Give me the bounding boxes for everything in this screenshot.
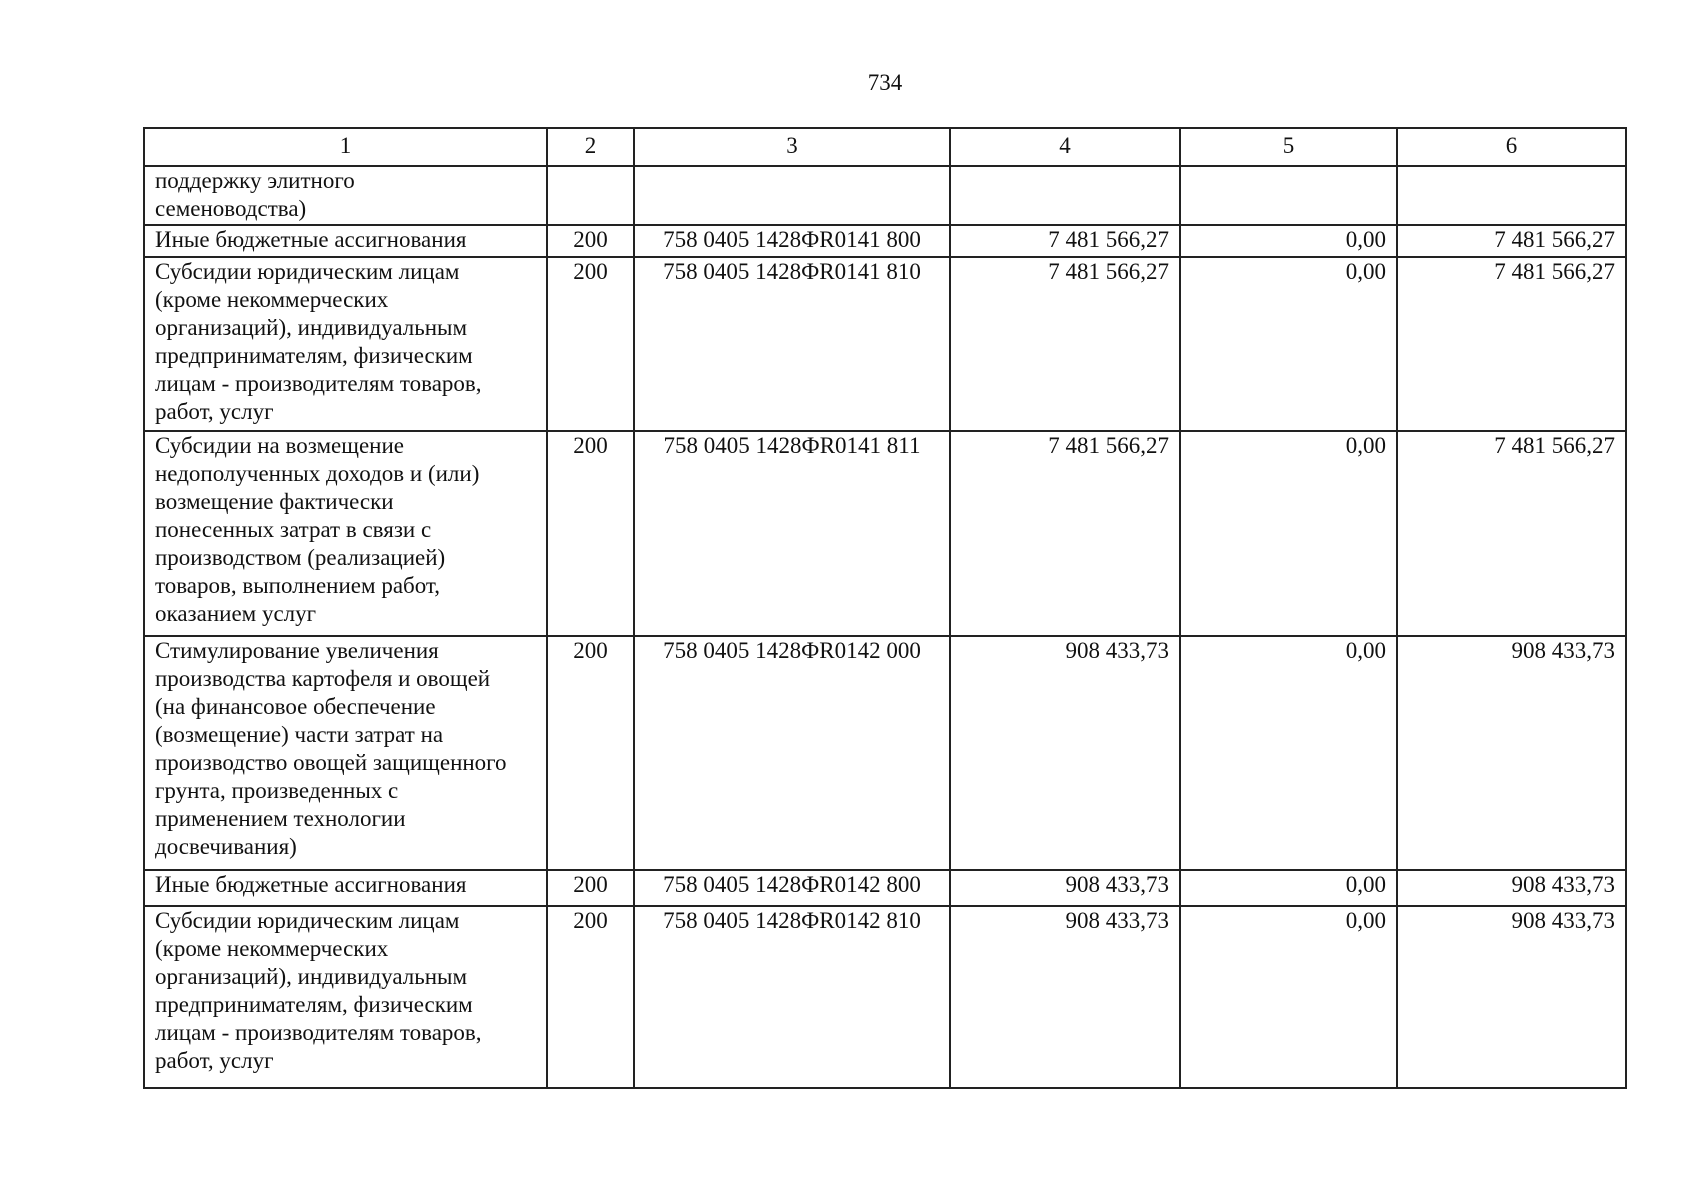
row-name-cell	[144, 636, 547, 870]
row-name-cell	[144, 166, 547, 225]
table-row	[144, 636, 1626, 870]
row-name-line: лицам - производителям товаров,	[155, 371, 482, 396]
row-col3-cell: 758 0405 1428ФR0141 810	[634, 257, 950, 431]
row-col5-cell: 0,00	[1180, 431, 1397, 636]
column-header: 3	[634, 128, 950, 166]
row-name-line: Субсидии юридическим лицам	[155, 259, 460, 284]
row-col2-cell: 200	[547, 225, 634, 257]
row-name-cell	[144, 906, 547, 1088]
row-name-line: досвечивания)	[155, 834, 297, 859]
row-name-line: (на финансовое обеспечение	[155, 694, 436, 719]
row-name-line: недополученных доходов и (или)	[155, 461, 480, 486]
row-name-line: Субсидии на возмещение	[155, 433, 404, 458]
column-header: 4	[950, 128, 1180, 166]
row-name-line: производства картофеля и овощей	[155, 666, 491, 691]
row-name-line: (кроме некоммерческих	[155, 287, 389, 312]
row-name-line: организаций), индивидуальным	[155, 315, 468, 340]
table-row	[144, 166, 1626, 225]
row-name-line: понесенных затрат в связи с	[155, 517, 432, 542]
row-name-line: Стимулирование увеличения	[155, 638, 439, 663]
row-col4-cell: 7 481 566,27	[950, 257, 1180, 431]
row-name-line: предпринимателям, физическим	[155, 343, 473, 368]
row-col4-cell: 908 433,73	[950, 870, 1180, 906]
row-col4-cell: 908 433,73	[950, 906, 1180, 1088]
row-col3-cell: 758 0405 1428ФR0142 800	[634, 870, 950, 906]
table-body	[144, 166, 1626, 1088]
row-name-line: поддержку элитного	[155, 168, 355, 193]
column-header: 1	[144, 128, 547, 166]
table-row	[144, 431, 1626, 636]
row-name-line: товаров, выполнением работ,	[155, 573, 440, 598]
row-col5-cell: 0,00	[1180, 906, 1397, 1088]
table-row	[144, 225, 1626, 257]
row-name-line: работ, услуг	[155, 1048, 274, 1073]
row-col6-cell: 7 481 566,27	[1397, 431, 1626, 636]
row-col6-cell: 908 433,73	[1397, 906, 1626, 1088]
row-col3-cell: 758 0405 1428ФR0141 800	[634, 225, 950, 257]
row-name-line: (кроме некоммерческих	[155, 936, 389, 961]
row-name-line: возмещение фактически	[155, 489, 394, 514]
row-col2-cell: 200	[547, 257, 634, 431]
budget-table	[143, 127, 1627, 1089]
row-name-cell	[144, 225, 547, 257]
row-name-line: (возмещение) части затрат на	[155, 722, 444, 747]
row-name-line: Иные бюджетные ассигнования	[155, 227, 467, 252]
row-name-line: семеноводства)	[155, 196, 307, 221]
row-name-cell	[144, 257, 547, 431]
column-header: 5	[1180, 128, 1397, 166]
row-col3-cell: 758 0405 1428ФR0142 810	[634, 906, 950, 1088]
row-col4-cell: 908 433,73	[950, 636, 1180, 870]
row-col4-cell: 7 481 566,27	[950, 225, 1180, 257]
row-name-line: Субсидии юридическим лицам	[155, 908, 460, 933]
table-row	[144, 906, 1626, 1088]
row-col2-cell	[547, 166, 634, 225]
row-col5-cell: 0,00	[1180, 870, 1397, 906]
column-header: 2	[547, 128, 634, 166]
row-col6-cell	[1397, 166, 1626, 225]
row-name-line: оказанием услуг	[155, 601, 317, 626]
row-name-line: предпринимателям, физическим	[155, 992, 473, 1017]
page-number: 734	[867, 70, 903, 95]
row-name-line: производство овощей защищенного	[155, 750, 507, 775]
row-col3-cell: 758 0405 1428ФR0142 000	[634, 636, 950, 870]
row-col6-cell: 7 481 566,27	[1397, 225, 1626, 257]
table-header-row	[144, 128, 1626, 166]
row-col4-cell	[950, 166, 1180, 225]
row-col5-cell: 0,00	[1180, 257, 1397, 431]
table-row	[144, 870, 1626, 906]
row-col5-cell	[1180, 166, 1397, 225]
row-col5-cell: 0,00	[1180, 636, 1397, 870]
row-name-line: лицам - производителям товаров,	[155, 1020, 482, 1045]
row-name-cell	[144, 870, 547, 906]
row-col6-cell: 908 433,73	[1397, 636, 1626, 870]
row-name-line: Иные бюджетные ассигнования	[155, 872, 467, 897]
row-col4-cell: 7 481 566,27	[950, 431, 1180, 636]
row-col3-cell: 758 0405 1428ФR0141 811	[634, 431, 950, 636]
row-name-line: применением технологии	[155, 806, 406, 831]
row-name-line: организаций), индивидуальным	[155, 964, 468, 989]
row-col2-cell: 200	[547, 636, 634, 870]
row-col2-cell: 200	[547, 870, 634, 906]
row-name-line: производством (реализацией)	[155, 545, 446, 570]
row-col6-cell: 7 481 566,27	[1397, 257, 1626, 431]
row-col3-cell	[634, 166, 950, 225]
row-col2-cell: 200	[547, 906, 634, 1088]
row-col2-cell: 200	[547, 431, 634, 636]
column-header: 6	[1397, 128, 1626, 166]
row-name-line: грунта, произведенных с	[155, 778, 399, 803]
row-name-cell	[144, 431, 547, 636]
row-name-line: работ, услуг	[155, 399, 274, 424]
table-row	[144, 257, 1626, 431]
row-col5-cell: 0,00	[1180, 225, 1397, 257]
row-col6-cell: 908 433,73	[1397, 870, 1626, 906]
